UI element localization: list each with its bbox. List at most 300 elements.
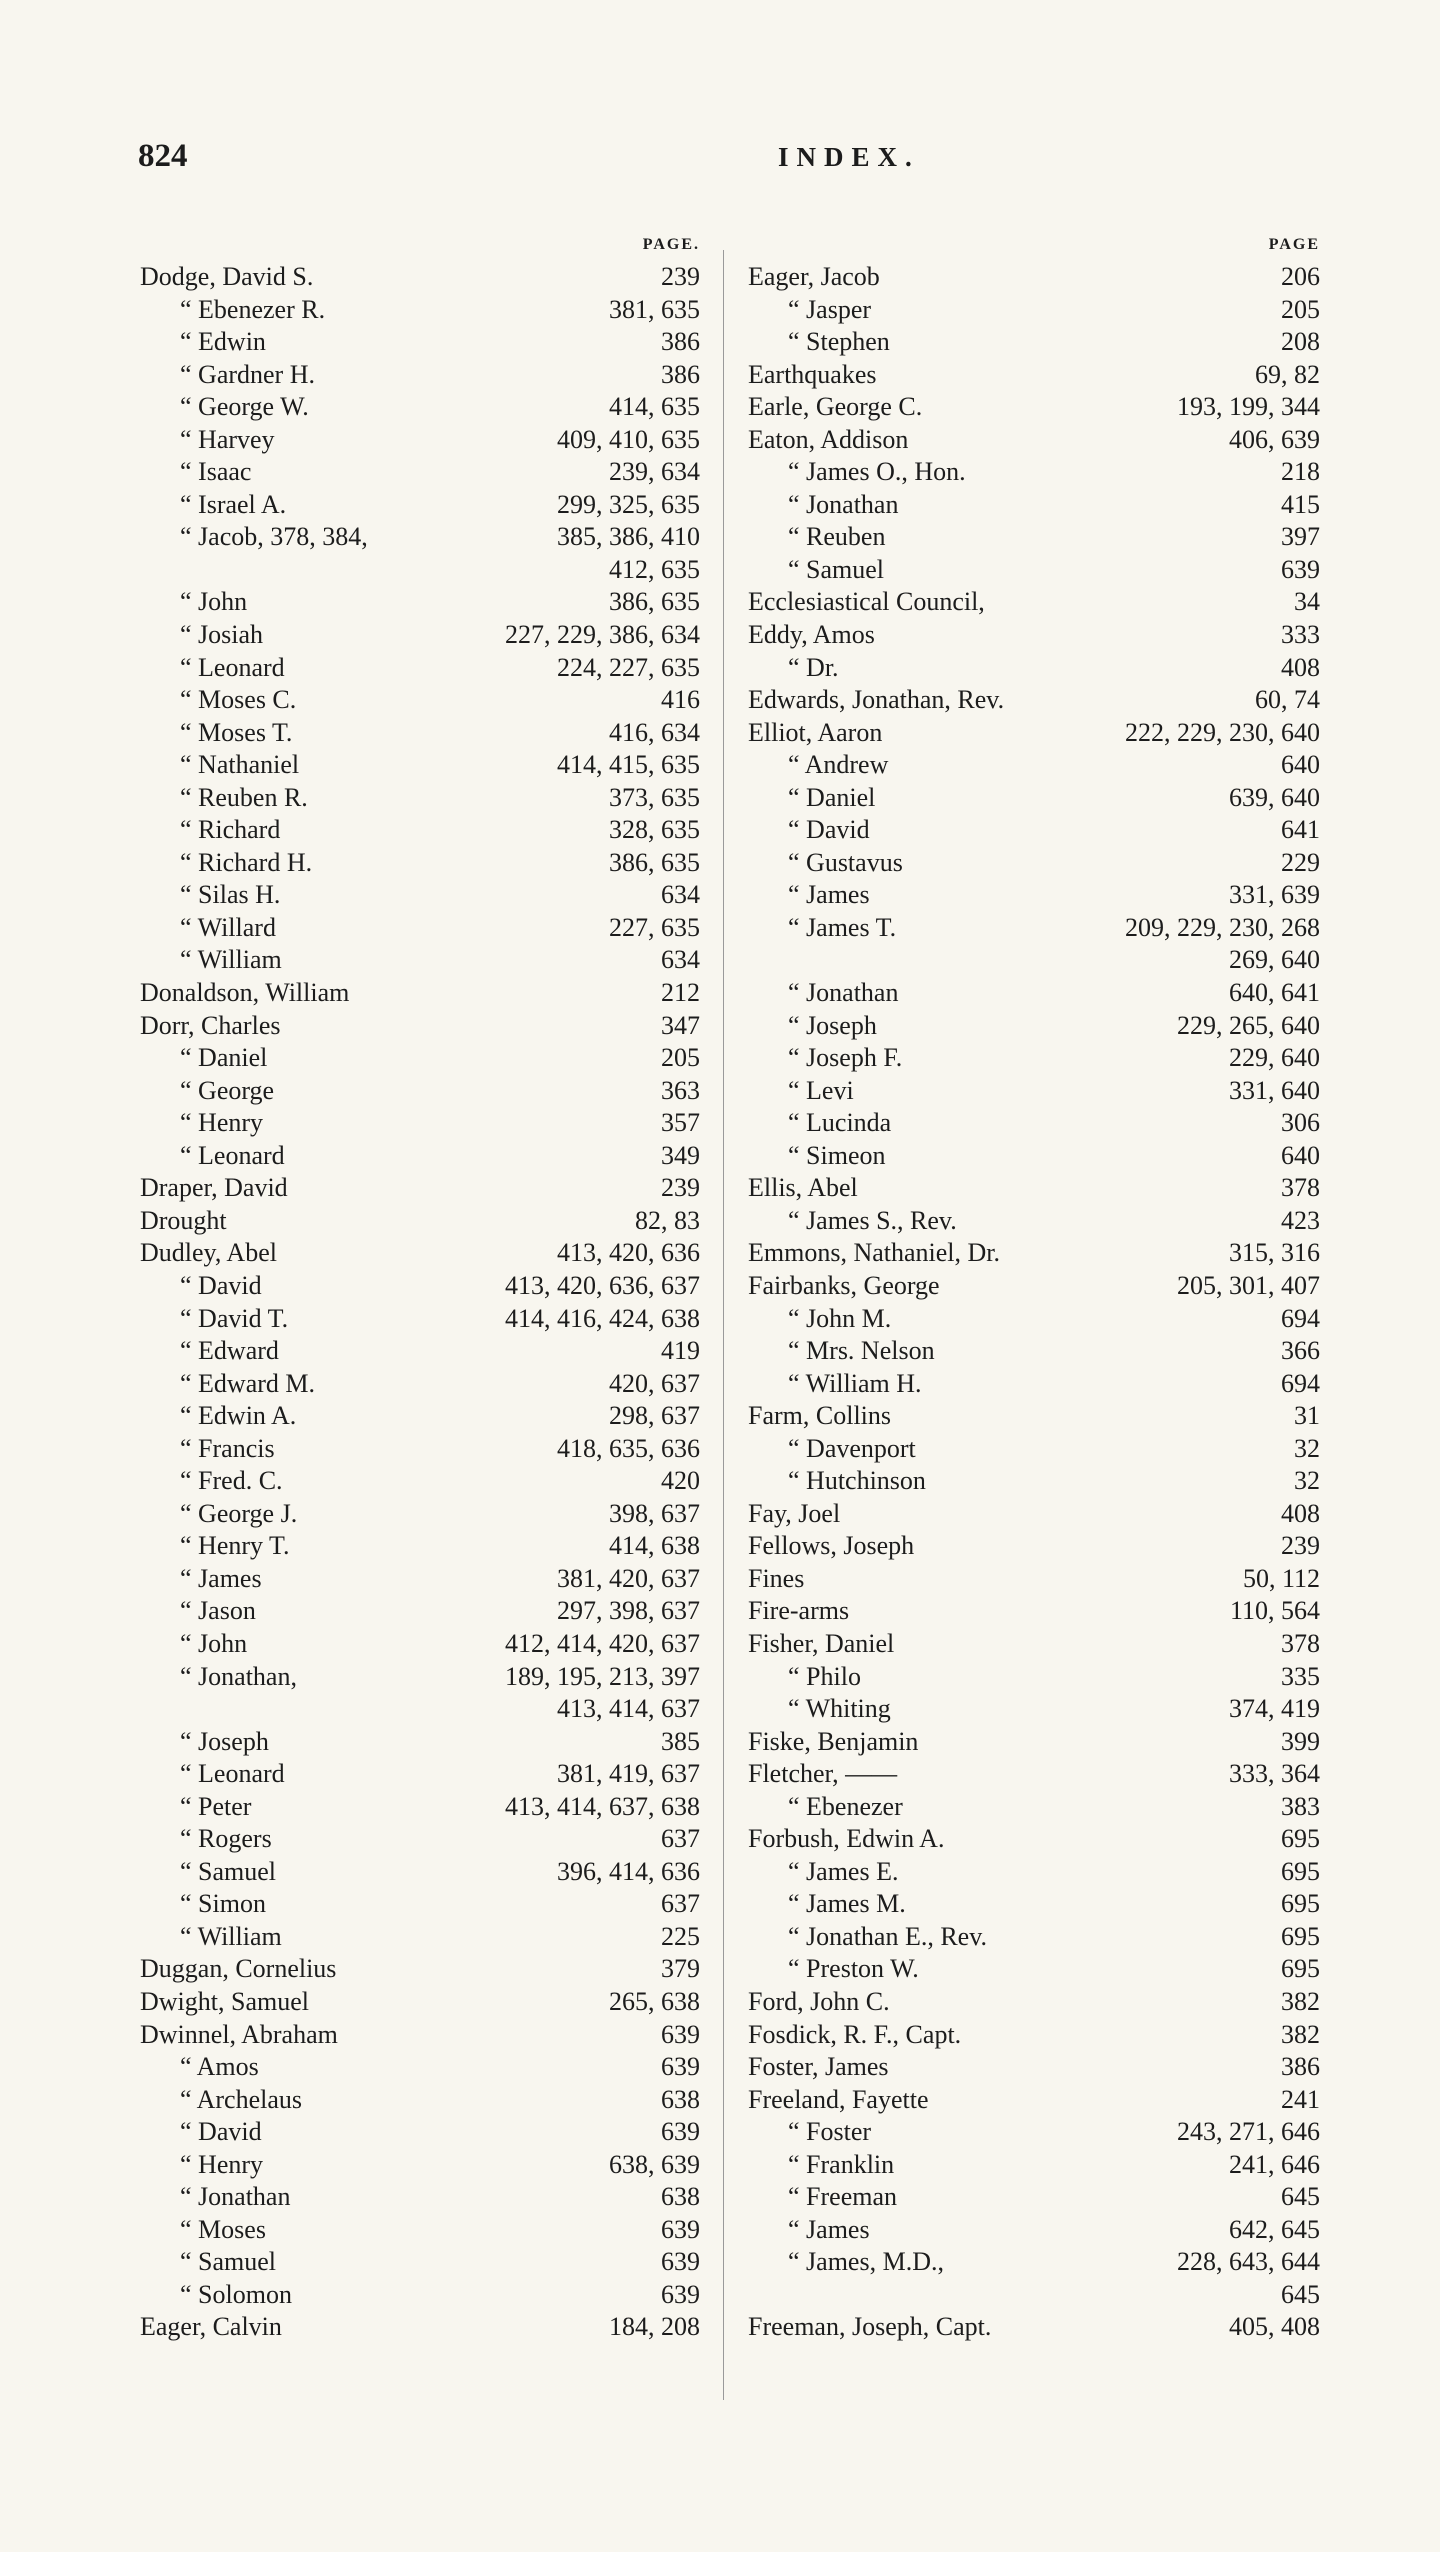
entry-name: “ James (788, 2214, 870, 2244)
index-entry (140, 1823, 700, 1856)
entry-pages: 297, 398, 637 (557, 1596, 700, 1626)
page-number: 824 (138, 138, 188, 174)
index-entry (140, 749, 700, 782)
index-entry (140, 326, 700, 359)
entry-name: “ Leonard (180, 652, 285, 682)
entry-name: “ Isaac (180, 457, 252, 487)
entry-pages: 416, 634 (609, 717, 700, 747)
entry-name: “ Hutchinson (788, 1466, 926, 1496)
entry-name: “ Andrew (788, 750, 889, 780)
entry-pages: 239, 634 (609, 457, 700, 487)
index-entry (748, 1075, 1320, 1108)
index-entry (748, 1433, 1320, 1466)
entry-pages: 205 (1281, 294, 1320, 324)
entry-name: “ Ebenezer R. (180, 294, 326, 324)
index-entry (748, 2084, 1320, 2117)
entry-name: “ Jonathan E., Rev. (788, 1921, 988, 1951)
entry-name: “ William H. (788, 1368, 922, 1398)
entry-pages: 415 (1281, 489, 1320, 519)
index-entry (140, 521, 700, 554)
entry-name: “ David (180, 1270, 262, 1300)
index-entry (748, 2214, 1320, 2247)
index-entry (140, 1107, 700, 1140)
index-entry (748, 521, 1320, 554)
entry-name: “ Nathaniel (180, 750, 300, 780)
entry-pages: 419 (661, 1336, 700, 1366)
index-entry (748, 2279, 1320, 2312)
entry-pages: 306 (1281, 1108, 1320, 1138)
entry-name: Fletcher, —— (748, 1759, 898, 1789)
index-entry (748, 2051, 1320, 2084)
entry-name: “ George (180, 1075, 275, 1105)
index-entry (748, 684, 1320, 717)
entry-pages: 645 (1281, 2182, 1320, 2212)
entry-name: “ Fred. C. (180, 1466, 283, 1496)
entry-pages: 638, 639 (609, 2149, 700, 2179)
entry-name: Eager, Calvin (140, 2312, 282, 2342)
entry-pages: 420 (661, 1466, 700, 1496)
index-entry (140, 1986, 700, 2019)
entry-pages: 414, 635 (609, 392, 700, 422)
entry-pages: 227, 635 (609, 912, 700, 942)
entry-name: Earthquakes (748, 359, 877, 389)
entry-pages: 315, 316 (1229, 1238, 1320, 1268)
entry-pages: 366 (1281, 1336, 1320, 1366)
entry-name: “ John (180, 587, 248, 617)
index-entry (140, 1075, 700, 1108)
entry-pages: 408 (1281, 652, 1320, 682)
entry-name: “ Archelaus (180, 2084, 303, 2114)
index-entry (748, 391, 1320, 424)
entry-pages: 639 (661, 2117, 700, 2147)
entry-pages: 205, 301, 407 (1177, 1270, 1320, 1300)
index-entry (748, 782, 1320, 815)
entry-name: Edwards, Jonathan, Rev. (748, 685, 1005, 715)
entry-name: “ Jonathan (180, 2182, 291, 2212)
index-entry (748, 1205, 1320, 1238)
entry-name: “ George W. (180, 392, 309, 422)
entry-name: “ Samuel (180, 1856, 277, 1886)
index-entry (140, 1628, 700, 1661)
index-entry (140, 1953, 700, 1986)
entry-pages: 208 (1281, 327, 1320, 357)
entry-pages: 265, 638 (609, 1986, 700, 2016)
entry-name: “ Preston W. (788, 1954, 919, 1984)
entry-name: Elliot, Aaron (748, 717, 883, 747)
entry-pages: 420, 637 (609, 1368, 700, 1398)
entry-pages: 399 (1281, 1726, 1320, 1756)
entry-pages: 184, 208 (609, 2312, 700, 2342)
index-entry (140, 619, 700, 652)
column-heading: PAGE (1268, 236, 1320, 253)
index-entry (748, 1303, 1320, 1336)
entry-name: Fay, Joel (748, 1498, 841, 1528)
index-column-right (748, 236, 1320, 2344)
entry-name: “ Franklin (788, 2149, 895, 2179)
index-entry (140, 489, 700, 522)
index-entry (748, 912, 1320, 945)
column-heading: PAGE. (642, 236, 700, 253)
index-entry (140, 1921, 700, 1954)
entry-name: Fairbanks, George (748, 1270, 940, 1300)
entry-pages: 328, 635 (609, 815, 700, 845)
entry-name: “ Simon (180, 1889, 266, 1919)
entry-pages: 412, 635 (609, 554, 700, 584)
entry-pages: 383 (1281, 1791, 1320, 1821)
entry-name: Fiske, Benjamin (748, 1726, 919, 1756)
entry-name: “ Richard (180, 815, 281, 845)
index-entry (140, 2084, 700, 2117)
entry-name: “ Peter (180, 1791, 252, 1821)
entry-name: “ Jonathan, (180, 1661, 297, 1691)
entry-name: Eaton, Addison (748, 424, 909, 454)
index-entry (140, 2051, 700, 2084)
entry-name: “ Jason (180, 1596, 256, 1626)
entry-pages: 634 (661, 880, 700, 910)
entry-name: Emmons, Nathaniel, Dr. (748, 1238, 1001, 1268)
entry-name: “ William (180, 945, 282, 975)
entry-pages: 396, 414, 636 (557, 1856, 700, 1886)
entry-name: “ Ebenezer (788, 1791, 903, 1821)
index-entry (748, 1693, 1320, 1726)
entry-name: “ Jonathan (788, 489, 899, 519)
index-entry (748, 554, 1320, 587)
entry-name: Ford, John C. (748, 1986, 890, 2016)
entry-name: Freeland, Fayette (748, 2084, 929, 2114)
entry-name: “ Daniel (180, 1043, 268, 1073)
entry-pages: 269, 640 (1229, 945, 1320, 975)
entry-name: “ Willard (180, 912, 276, 942)
entry-name: “ Samuel (788, 554, 885, 584)
entry-pages: 639 (661, 2247, 700, 2277)
entry-pages: 640, 641 (1229, 978, 1320, 1008)
entry-pages: 229, 640 (1229, 1043, 1320, 1073)
entry-name: “ Edwin (180, 327, 266, 357)
index-entry (140, 912, 700, 945)
index-entry (140, 261, 700, 294)
index-entry (140, 944, 700, 977)
entry-pages: 379 (661, 1954, 700, 1984)
index-entry (140, 554, 700, 587)
entry-pages: 378 (1281, 1628, 1320, 1658)
entry-name: Fire-arms (748, 1596, 850, 1626)
entry-name: “ James T. (788, 912, 897, 942)
entry-name: “ Reuben R. (180, 782, 308, 812)
entry-pages: 31 (1294, 1401, 1320, 1431)
entry-name: “ James E. (788, 1856, 899, 1886)
entry-pages: 193, 199, 344 (1177, 392, 1320, 422)
entry-name: Dwight, Samuel (140, 1986, 309, 2016)
entry-pages: 331, 639 (1229, 880, 1320, 910)
index-entry (748, 586, 1320, 619)
entry-pages: 416 (661, 685, 700, 715)
entry-name: “ Freeman (788, 2182, 898, 2212)
entry-name: “ Simeon (788, 1140, 886, 1170)
column-divider (723, 250, 724, 2400)
index-entry (748, 1888, 1320, 1921)
entry-name: “ James, M.D., (788, 2247, 944, 2277)
entry-name: “ Richard H. (180, 847, 313, 877)
entry-pages: 381, 635 (609, 294, 700, 324)
index-entry (748, 1823, 1320, 1856)
entry-pages: 639 (1281, 554, 1320, 584)
entry-pages: 412, 414, 420, 637 (505, 1628, 700, 1658)
index-entry (140, 1791, 700, 1824)
entry-pages: 110, 564 (1229, 1596, 1320, 1626)
entry-pages: 640 (1281, 750, 1320, 780)
index-entry (748, 2311, 1320, 2344)
entry-pages: 374, 419 (1229, 1694, 1320, 1724)
index-entry (748, 424, 1320, 457)
entry-name: “ Dr. (788, 652, 839, 682)
entry-pages: 69, 82 (1255, 359, 1320, 389)
entry-name: “ Jonathan (788, 978, 899, 1008)
entry-name: “ Francis (180, 1433, 275, 1463)
index-entry (140, 1465, 700, 1498)
entry-name: “ Mrs. Nelson (788, 1336, 935, 1366)
index-entry (140, 391, 700, 424)
entry-name: “ Moses (180, 2214, 266, 2244)
entry-name: Forbush, Edwin A. (748, 1824, 945, 1854)
index-entry (140, 359, 700, 392)
entry-name: “ Lucinda (788, 1108, 892, 1138)
entry-name: “ Joseph F. (788, 1043, 903, 1073)
entry-name: “ Moses T. (180, 717, 293, 747)
entry-pages: 637 (661, 1824, 700, 1854)
entry-pages: 212 (661, 978, 700, 1008)
page-title: INDEX. (778, 142, 920, 172)
index-entry (748, 717, 1320, 750)
index-entry (748, 944, 1320, 977)
entry-name: “ Whiting (788, 1694, 891, 1724)
index-entry (140, 1010, 700, 1043)
entry-pages: 243, 271, 646 (1177, 2117, 1320, 2147)
entry-name: “ John M. (788, 1303, 892, 1333)
entry-pages: 409, 410, 635 (557, 424, 700, 454)
index-entry (140, 1335, 700, 1368)
index-entry (140, 586, 700, 619)
entry-pages: 414, 638 (609, 1531, 700, 1561)
entry-name: Draper, David (140, 1173, 288, 1203)
index-entry (140, 1888, 700, 1921)
entry-name: “ William (180, 1921, 282, 1951)
index-entry (748, 1270, 1320, 1303)
index-entry (140, 294, 700, 327)
entry-name: “ Stephen (788, 327, 890, 357)
entry-pages: 645 (1281, 2279, 1320, 2309)
entry-name: “ Leonard (180, 1140, 285, 1170)
entry-pages: 363 (661, 1075, 700, 1105)
entry-pages: 50, 112 (1242, 1563, 1320, 1593)
entry-name: “ Foster (788, 2117, 872, 2147)
entry-name: “ Edward M. (180, 1368, 316, 1398)
entry-pages: 239 (661, 262, 700, 291)
entry-pages: 227, 229, 386, 634 (505, 620, 700, 650)
entry-pages: 639 (661, 2279, 700, 2309)
entry-pages: 414, 416, 424, 638 (505, 1303, 700, 1333)
entry-pages: 694 (1281, 1368, 1320, 1398)
entry-name: “ Jacob, 378, 384, (180, 522, 368, 552)
entry-pages: 381, 420, 637 (557, 1563, 700, 1593)
entry-name: “ Henry (180, 2149, 264, 2179)
index-entry (748, 1661, 1320, 1694)
entry-pages: 406, 639 (1229, 424, 1320, 454)
entry-pages: 695 (1281, 1856, 1320, 1886)
index-entry (748, 456, 1320, 489)
entry-pages: 229, 265, 640 (1177, 1010, 1320, 1040)
entry-name: “ James (788, 880, 870, 910)
index-entry (748, 1595, 1320, 1628)
entry-name: Ecclesiastical Council, (748, 587, 985, 617)
index-entry (748, 1856, 1320, 1889)
entry-name: Foster, James (748, 2052, 889, 2082)
entry-pages: 639, 640 (1229, 782, 1320, 812)
entry-name: “ Leonard (180, 1759, 285, 1789)
entry-pages: 218 (1281, 457, 1320, 487)
index-column-left (140, 236, 700, 2344)
index-entry (748, 1400, 1320, 1433)
index-entry (140, 1758, 700, 1791)
entry-name: “ Solomon (180, 2279, 292, 2309)
index-entry (748, 879, 1320, 912)
index-entry (748, 1726, 1320, 1759)
entry-name: Drought (140, 1205, 227, 1235)
entry-list (140, 261, 700, 2344)
entry-name: Dudley, Abel (140, 1238, 277, 1268)
index-entry (140, 1530, 700, 1563)
entry-pages: 695 (1281, 1954, 1320, 1984)
index-entry (140, 1856, 700, 1889)
index-entry (140, 717, 700, 750)
index-entry (748, 1563, 1320, 1596)
entry-pages: 695 (1281, 1824, 1320, 1854)
index-entry (748, 2181, 1320, 2214)
index-entry (140, 814, 700, 847)
index-entry (748, 1368, 1320, 1401)
index-entry (140, 2246, 700, 2279)
index-entry (140, 782, 700, 815)
index-entry (140, 684, 700, 717)
index-entry (140, 1661, 700, 1694)
index-entry (748, 2246, 1320, 2279)
entry-pages: 413, 414, 637 (557, 1694, 700, 1724)
index-entry (140, 1140, 700, 1173)
index-entry (140, 1563, 700, 1596)
index-entry (748, 2149, 1320, 2182)
index-entry (748, 1107, 1320, 1140)
entry-pages: 397 (1281, 522, 1320, 552)
entry-pages: 641 (1281, 815, 1320, 845)
entry-pages: 189, 195, 213, 397 (505, 1661, 700, 1691)
index-entry (748, 1921, 1320, 1954)
entry-name: “ Amos (180, 2052, 259, 2082)
entry-pages: 637 (661, 1889, 700, 1919)
entry-name: “ Moses C. (180, 685, 297, 715)
index-entry (140, 424, 700, 457)
entry-pages: 381, 419, 637 (557, 1759, 700, 1789)
index-entry (748, 1010, 1320, 1043)
entry-pages: 695 (1281, 1889, 1320, 1919)
index-entry (140, 2214, 700, 2247)
index-entry (748, 1465, 1320, 1498)
entry-name: “ Gardner H. (180, 359, 315, 389)
index-entry (748, 1758, 1320, 1791)
entry-name: Ellis, Abel (748, 1173, 858, 1203)
index-entry (140, 1270, 700, 1303)
entry-pages: 241 (1281, 2084, 1320, 2114)
entry-name: Freeman, Joseph, Capt. (748, 2312, 992, 2342)
index-entry (748, 294, 1320, 327)
entry-name: “ Reuben (788, 522, 886, 552)
index-entry (748, 652, 1320, 685)
entry-name: “ David (788, 815, 870, 845)
entry-name: “ George J. (180, 1498, 298, 1528)
entry-pages: 695 (1281, 1921, 1320, 1951)
entry-pages: 639 (661, 2019, 700, 2049)
entry-pages: 373, 635 (609, 782, 700, 812)
entry-pages: 60, 74 (1255, 685, 1320, 715)
index-entry (748, 619, 1320, 652)
index-entry (748, 1042, 1320, 1075)
entry-name: Dodge, David S. (140, 262, 314, 291)
entry-pages: 228, 643, 644 (1177, 2247, 1320, 2277)
entry-name: Duggan, Cornelius (140, 1954, 337, 1984)
entry-name: “ Edwin A. (180, 1401, 297, 1431)
entry-pages: 405, 408 (1229, 2312, 1320, 2342)
entry-name: Eager, Jacob (748, 262, 880, 291)
entry-name: “ Henry (180, 1108, 264, 1138)
index-entry (140, 652, 700, 685)
entry-pages: 331, 640 (1229, 1075, 1320, 1105)
entry-name: Dwinnel, Abraham (140, 2019, 338, 2049)
entry-pages: 413, 414, 637, 638 (505, 1791, 700, 1821)
entry-name: “ Israel A. (180, 489, 287, 519)
entry-pages: 642, 645 (1229, 2214, 1320, 2244)
entry-name: “ Joseph (180, 1726, 269, 1756)
index-entry (748, 261, 1320, 294)
index-entry (748, 1172, 1320, 1205)
index-entry (748, 1140, 1320, 1173)
index-entry (748, 1530, 1320, 1563)
entry-pages: 224, 227, 635 (557, 652, 700, 682)
entry-pages: 418, 635, 636 (557, 1433, 700, 1463)
entry-pages: 408 (1281, 1498, 1320, 1528)
index-entry (140, 1693, 700, 1726)
entry-pages: 32 (1294, 1433, 1320, 1463)
index-entry (748, 326, 1320, 359)
index-entry (748, 489, 1320, 522)
entry-pages: 222, 229, 230, 640 (1125, 717, 1320, 747)
entry-pages: 386 (661, 359, 700, 389)
entry-pages: 209, 229, 230, 268 (1125, 912, 1320, 942)
entry-pages: 413, 420, 636, 637 (505, 1270, 700, 1300)
entry-name: “ James (180, 1563, 262, 1593)
entry-pages: 349 (661, 1140, 700, 1170)
entry-name: Fellows, Joseph (748, 1531, 915, 1561)
entry-pages: 239 (1281, 1531, 1320, 1561)
entry-pages: 385 (661, 1726, 700, 1756)
entry-pages: 694 (1281, 1303, 1320, 1333)
index-entry (140, 456, 700, 489)
entry-pages: 229 (1281, 847, 1320, 877)
index-entry (748, 1335, 1320, 1368)
entry-pages: 386, 635 (609, 847, 700, 877)
index-entry (748, 847, 1320, 880)
index-entry (140, 1400, 700, 1433)
index-entry (748, 1953, 1320, 1986)
entry-name: “ Samuel (180, 2247, 277, 2277)
index-entry (140, 1368, 700, 1401)
